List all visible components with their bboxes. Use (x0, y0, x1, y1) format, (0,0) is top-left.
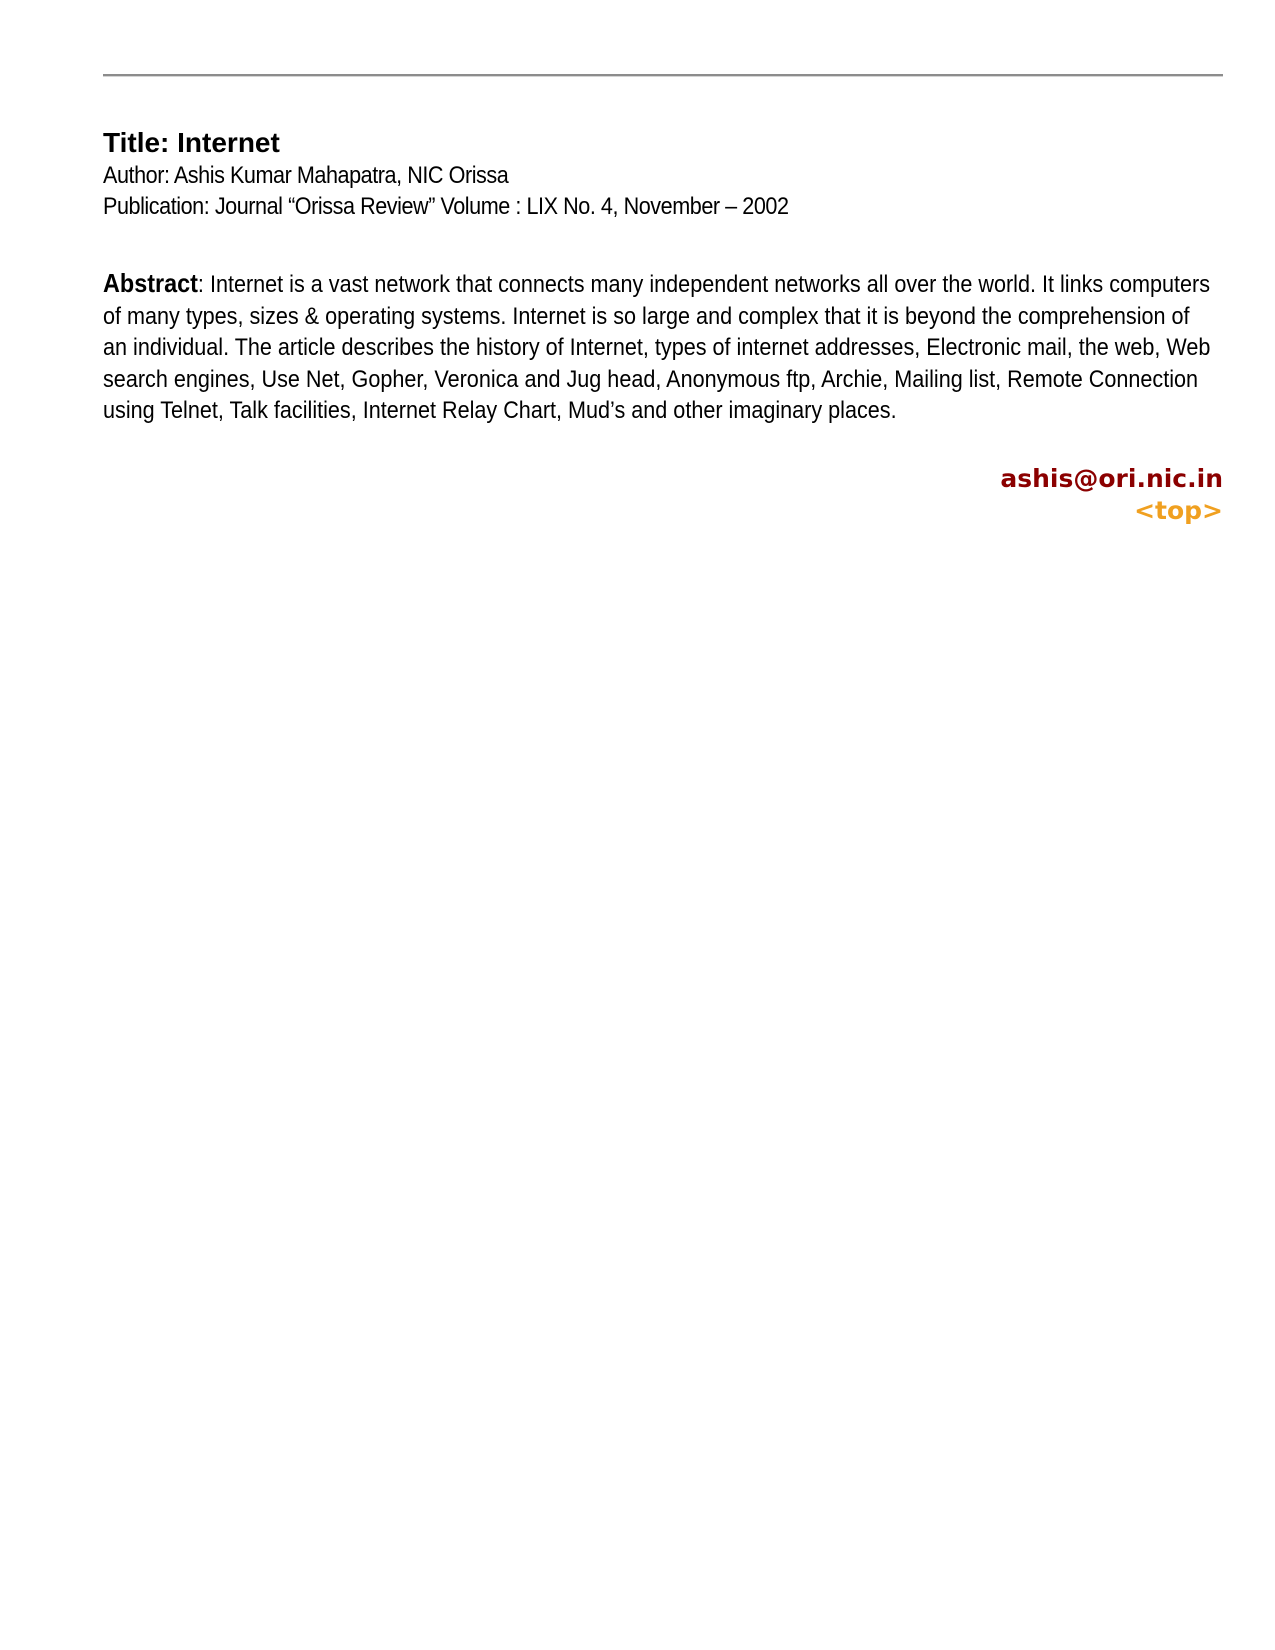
author-line: Author: Ashis Kumar Mahapatra, NIC Orissa (103, 162, 509, 189)
document-header (103, 126, 1223, 222)
email-link[interactable]: ashis@ori.nic.in (1000, 464, 1223, 493)
contact-block (1000, 463, 1223, 527)
abstract-text: : Internet is a vast network that connects many independent networks all over the world. It links computers of many types, sizes & operating systems. Internet is so large and complex that it is beyond the comprehension of an individual. The article describes the history of Internet, types of internet addresses, Electronic mail, the web, Web search engines, Use Net, Gopher, Veronica and Jug head, Anonymous ftp, Archie, Mailing list, Remote Connection using Telnet, Talk facilities, Internet Relay Chart, Mud’s and other imaginary places. (103, 271, 1211, 424)
document-title: Title: Internet (103, 127, 280, 158)
back-to-top-link[interactable]: <top> (1134, 496, 1223, 525)
abstract-paragraph (103, 268, 1219, 427)
publication-line: Publication: Journal “Orissa Review” Volume : LIX No. 4, November – 2002 (103, 193, 789, 220)
abstract-label: Abstract (103, 268, 198, 298)
horizontal-rule (103, 74, 1223, 77)
